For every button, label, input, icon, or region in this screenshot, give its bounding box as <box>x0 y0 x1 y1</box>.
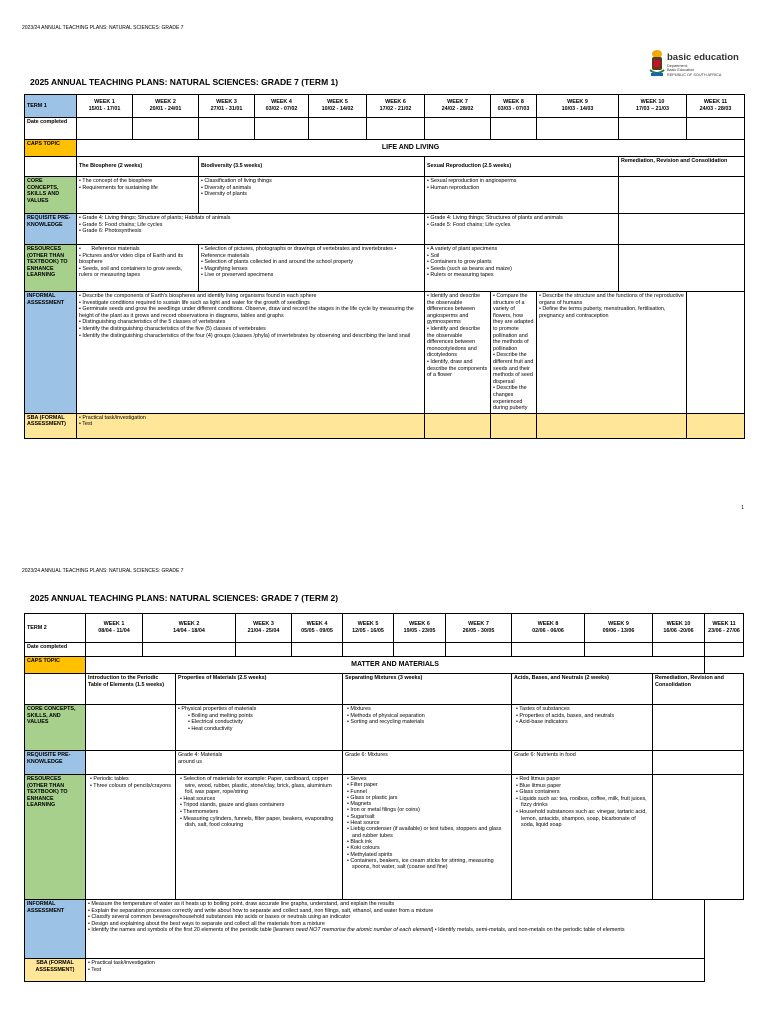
week-cell: WEEK 9 09/06 - 13/06 <box>585 614 653 643</box>
core-concepts-label: CORE CONCEPTS, SKILLS AND VALUES <box>25 177 77 214</box>
resources-list: • Red litmus paper • Blue litmus paper • Glass containers • Liquids such as: tea, rooibos, coffee, milk, fruit juices, fizzy drinks • Household substances such as: vinegar, tartaric acid, lemon, antacids, shampoo, soap, bicarbonate of soda, liquid soap <box>514 776 650 829</box>
unit-heading: Separating Mixtures (3 weeks) <box>343 674 512 705</box>
sba-list: • Practical task/investigation • Test <box>88 960 702 973</box>
core-list: • Tastes of substances • Properties of acids, bases, and neutrals • Acid-base indicators <box>514 706 650 726</box>
core-list: • Classification of living things • Diversity of animals • Diversity of plants <box>201 178 422 198</box>
resources-list: • Selection of materials for example: Paper, cardboard, copper wire, wood, rubber, plastic, stone/clay, brick, glass, aluminium foil, wax paper, rope/string • Heat sources • Tripod stands, gauze and glass containers • Thermometers • Measuring cylinders, funnels, filter paper, beakers, evaporating dish, salt, food colouring <box>178 776 340 829</box>
week-cell: WEEK 7 24/02 - 28/02 <box>425 95 491 118</box>
week-cell: WEEK 3 27/01 - 31/01 <box>199 95 255 118</box>
core-concepts-label: CORE CONCEPTS, SKILLS, AND VALUES <box>25 705 86 751</box>
core-sublist: • Boiling and melting points • Electrical conductivity • Heat conductivity <box>178 713 340 733</box>
week-cell: WEEK 11 23/06 - 27/06 <box>705 614 744 643</box>
req-text: Grade 4: Materials around us <box>178 752 223 765</box>
week-cell: WEEK 5 12/05 - 16/05 <box>343 614 394 643</box>
resources-list: • Reference materials • Pictures and/or video clips of Earth and its biosphere • Seeds, soil and containers to grow seeds, rulers or measuring tapes <box>79 246 196 279</box>
unit-heading: Acids, Bases, and Neutrals (2 weeks) <box>512 674 653 705</box>
week-cell: WEEK 8 02/06 - 06/06 <box>512 614 585 643</box>
week-cell: WEEK 10 16/06 -20/06 <box>653 614 705 643</box>
informal-list: • Describe the components of Earth's biospheres and identify living organisms found in each sphere • Investigate conditions required to sustain life such as light and water for the growth of seedlings • Germinate seeds and grow the seedlings under different conditions. Observe, draw and record the stages in the life cycle by measuring the height of the plant as it grows and record observations in diagrams, tables and graphs • Distinguishing characteristics of the 5 classes of vertebrates • Identify the distinguishing characteristics of the five (5) classes of vertebrates • Identify the distinguishing characteristics of the four (4) groups (classes /phyla) of invertebrates by observing and describing the land snail <box>79 293 422 339</box>
date-completed-label: Date completed <box>25 118 77 140</box>
running-header: 2023/24 ANNUAL TEACHING PLANS: NATURAL SCIENCES: GRADE 7 <box>22 568 184 574</box>
req-list: • Grade 4: Living things; Structure of plants; Habitats of animals • Grade 5: Food chains; Life cycles • Grade 6: Photosynthesis <box>79 215 422 235</box>
unit-heading: Introduction to the Periodic Table of Elements (1.5 weeks) <box>86 674 176 705</box>
week-cell: WEEK 2 20/01 - 24/01 <box>133 95 199 118</box>
week-cell: WEEK 8 03/03 - 07/03 <box>491 95 537 118</box>
caps-topic-label: CAPS TOPIC <box>25 140 77 157</box>
unit-heading: Remediation, Revision and Consolidation <box>619 157 745 177</box>
informal-list: • Measure the temperature of water as it heats up to boiling point, draw accurate line graphs, understand, and explain the results • Explain the separation processes correctly and write about how to separate and collect sand, iron filings, salt, ethanol, and water from a mixture • Classify several common beverages/household substances into acids or bases or neutrals using an indicator • Design and explaining about the best ways to separate and collect all the materials from a mixture • Identify the names and symbols of the first 20 elements of the periodic table [learners need NOT memorise the atomic number of each element] • Identify metals, semi-metals, and non-metals on the periodic table of elements <box>88 901 702 934</box>
coat-of-arms-icon <box>649 48 665 78</box>
requisite-label: REQUISITE PRE-KNOWLEDGE <box>25 214 77 245</box>
week-cell: WEEK 5 10/02 - 14/02 <box>309 95 367 118</box>
req-text: Grade 6: Nutrients in food <box>512 751 653 775</box>
informal-list: • Describe the structure and the functions of the reproductive organs of humans • Define the terms puberty, menstruation, fertilisation, pregnancy and contraception <box>539 293 684 319</box>
term1-table <box>24 94 745 439</box>
logo-subtext: Department: Basic Education REPUBLIC OF SOUTH AFRICA <box>667 64 722 77</box>
unit-heading: Sexual Reproduction (2.5 weeks) <box>425 157 619 177</box>
resources-label: RESOURCES (OTHER THAN TEXTBOOK) TO ENHANCE LEARNING <box>25 245 77 292</box>
caps-topic: MATTER AND MATERIALS <box>86 657 705 674</box>
sba-label: SBA (FORMAL ASSESSMENT) <box>25 413 77 438</box>
week-cell: WEEK 7 26/05 - 30/05 <box>446 614 512 643</box>
informal-assessment-label: INFORMAL ASSESSMENT <box>25 292 77 414</box>
informal-assessment-label: INFORMAL ASSESSMENT <box>25 900 86 959</box>
week-cell: WEEK 2 14/04 - 18/04 <box>143 614 236 643</box>
term-label: TERM 1 <box>25 95 77 118</box>
sba-list: • Practical task/investigation • Test <box>79 415 422 428</box>
page-title: 2025 ANNUAL TEACHING PLANS: NATURAL SCIENCES: GRADE 7 (TERM 2) <box>30 593 339 603</box>
running-header: 2023/24 ANNUAL TEACHING PLANS: NATURAL SCIENCES: GRADE 7 <box>22 25 184 31</box>
resources-list: • Periodic tables • Three colours of pencils/crayons <box>88 776 173 789</box>
informal-list: • Compare the structure of a variety of flowers, how they are adapted to promote pollination and the methods of pollination • Describe the different fruit and seeds and their methods of seed dispersal • Describe the changes experienced during puberty <box>493 293 534 412</box>
week-cell: WEEK 6 19/05 - 23/05 <box>394 614 446 643</box>
resources-list: • Sieves • Filter paper • Funnel • Glass or plastic jars • Magnets • Iron or metal filings (or coins) • Sugar/salt • Heat source • Liebig condenser (if available) or test tubes, stoppers and glass and rubber tubes • Black ink • Koki colours • Methylated spirits • Containers, beakers, ice cream sticks for stirring, measuring spoons, hot water, salt (coarse and fine) <box>345 776 509 870</box>
caps-topic-label: CAPS TOPIC <box>25 657 86 674</box>
req-text: Grade 6: Mixtures <box>343 751 512 775</box>
core-list: • The concept of the biosphere • Requirements for sustaining life <box>79 178 196 191</box>
week-header-row <box>25 95 745 118</box>
term-label: TERM 2 <box>25 614 86 643</box>
week-cell: WEEK 3 21/04 - 25/04 <box>236 614 292 643</box>
week-cell: WEEK 10 17/03 – 21/03 <box>619 95 687 118</box>
requisite-label: REQUISITE PRE-KNOWLEDGE <box>25 751 86 775</box>
week-cell: WEEK 4 03/02 - 07/02 <box>255 95 309 118</box>
core-list: • Physical properties of materials <box>178 706 340 713</box>
term2-table <box>24 613 744 982</box>
date-completed-label: Date completed <box>25 643 86 657</box>
caps-topic: LIFE AND LIVING <box>77 140 745 157</box>
week-cell: WEEK 6 17/02 - 21/02 <box>367 95 425 118</box>
informal-list: • Identify and describe the observable differences between angiosperms and gymnosperms • Identify and describe the observable differences between monocotyledons and dicotyledons • Identify, draw and describe the components of a flower <box>427 293 488 379</box>
week-cell: WEEK 9 10/03 - 14/03 <box>537 95 619 118</box>
page-title: 2025 ANNUAL TEACHING PLANS: NATURAL SCIENCES: GRADE 7 (TERM 1) <box>30 77 339 87</box>
week-cell: WEEK 4 05/05 - 09/05 <box>292 614 343 643</box>
resources-list: • Selection of pictures, photographs or drawings of vertebrates and invertebrates • Reference materials • Selection of plants collected in and around the school property • Magnifying lenses • Live or preserved specimens <box>201 246 422 279</box>
week-cell: WEEK 1 08/04 - 11/04 <box>86 614 143 643</box>
unit-heading: Remediation, Revision and Consolidation <box>653 674 744 705</box>
week-cell: WEEK 11 24/03 - 28/03 <box>687 95 745 118</box>
resources-list: • A variety of plant specimens • Soil • Containers to grow plants • Seeds (such as beans and maize) • Rulers or measuring tapes <box>427 246 616 279</box>
page-number: 1 <box>741 505 744 511</box>
unit-heading: Biodiversity (3.5 weeks) <box>199 157 425 177</box>
resources-label: RESOURCES (OTHER THAN TEXTBOOK) TO ENHANCE LEARNING <box>25 775 86 900</box>
sba-label: SBA (FORMAL ASSESSMENT) <box>25 959 86 982</box>
logo-wordmark: basic education <box>667 52 739 63</box>
week-cell: WEEK 1 15/01 - 17/01 <box>77 95 133 118</box>
core-list: • Mixtures • Methods of physical separation • Sorting and recycling materials <box>345 706 509 726</box>
unit-heading: The Biosphere (2 weeks) <box>77 157 199 177</box>
req-list: • Grade 4: Living things; Structures of plants and animals • Grade 5: Food chains; Life cycles <box>427 215 616 228</box>
core-list: • Sexual reproduction in angiosperms • Human reproduction <box>427 178 616 191</box>
unit-heading: Properties of Materials (2.5 weeks) <box>176 674 343 705</box>
dbe-logo <box>649 48 749 88</box>
